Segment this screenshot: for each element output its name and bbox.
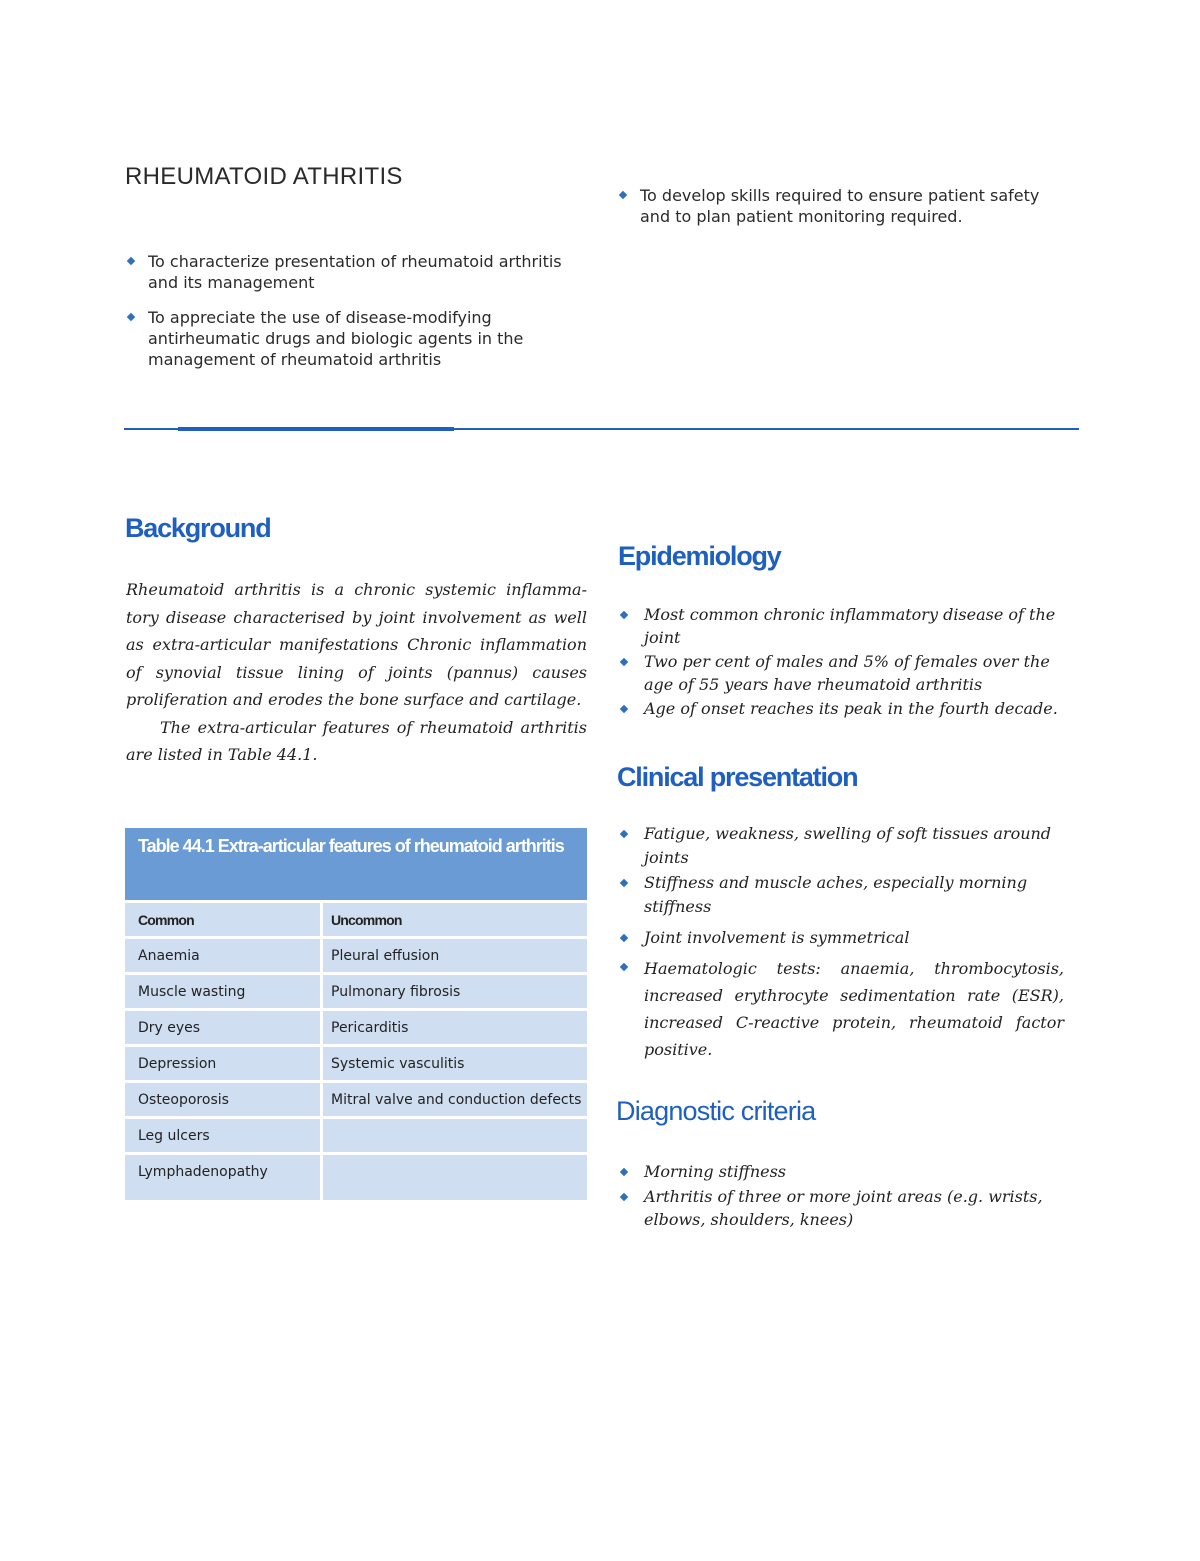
table-cell: Mitral valve and conduction defects	[323, 1080, 587, 1116]
table-cell: Anaemia	[125, 936, 323, 972]
diamond-bullet-icon	[127, 257, 135, 265]
diamond-bullet-icon	[620, 705, 628, 713]
objectives-list-left	[126, 251, 596, 384]
background-body	[126, 576, 587, 769]
table-row	[125, 1152, 587, 1200]
list-item: Arthritis of three or more joint areas (e.g. wrists, elbows, shoulders, knees)	[618, 1185, 1064, 1231]
list-item: Age of onset reaches its peak in the fourth decade.	[618, 697, 1073, 720]
diamond-bullet-icon	[620, 1168, 628, 1176]
list-item: Most common chronic inflammatory disease of the joint	[618, 603, 1073, 649]
diamond-bullet-icon	[619, 191, 627, 199]
table-cell: Systemic vasculitis	[323, 1044, 587, 1080]
page-title: RHEUMATOID ATHRITIS	[125, 163, 403, 190]
table-cell: Pulmonary fibrosis	[323, 972, 587, 1008]
epidemiology-list	[618, 603, 1073, 720]
diamond-bullet-icon	[620, 1193, 628, 1201]
diamond-bullet-icon	[620, 830, 628, 838]
extra-articular-table	[125, 828, 587, 1200]
table-cell: Dry eyes	[125, 1008, 323, 1044]
list-item: Fatigue, weakness, swelling of soft tissues around joints	[618, 822, 1064, 869]
table-cell: Lymphadenopathy	[125, 1152, 323, 1200]
list-item: To characterize presentation of rheumatoid arthritis and its management	[126, 251, 596, 293]
background-paragraph: The extra-articular features of rheumatoid arthritis are listed in Table 44.1.	[126, 717, 587, 764]
list-item: To appreciate the use of disease-modifying antirheumatic drugs and biologic agents in the management of rheumatoid arthritis	[126, 307, 528, 370]
table-cell: Leg ulcers	[125, 1116, 323, 1152]
diamond-bullet-icon	[620, 611, 628, 619]
list-item: Morning stiffness	[618, 1160, 1064, 1183]
table-cell: Pleural effusion	[323, 936, 587, 972]
diagnostic-criteria-list	[618, 1160, 1064, 1231]
table-row	[125, 936, 587, 972]
column-header: Common	[125, 900, 323, 936]
table-row	[125, 972, 587, 1008]
list-item: Two per cent of males and 5% of females over the age of 55 years have rheumatoid arthritis	[618, 650, 1073, 696]
table-row	[125, 1116, 587, 1152]
table-row	[125, 1080, 587, 1116]
table-row	[125, 1044, 587, 1080]
table-cell: Muscle wasting	[125, 972, 323, 1008]
list-item: To develop skills required to ensure patient safety and to plan patient monitoring required.	[618, 185, 1068, 227]
column-header: Uncommon	[323, 900, 587, 936]
table-cell: Depression	[125, 1044, 323, 1080]
list-item: Haematologic tests: anaemia, thrombocytosis, increased erythrocyte sedimentation rate (ESR), increased C-reactive protein, rheumatoid factor positive.	[618, 955, 1064, 1063]
table-cell: Pericarditis	[323, 1008, 587, 1044]
section-divider-accent	[178, 427, 454, 431]
diamond-bullet-icon	[620, 658, 628, 666]
list-item: Stiffness and muscle aches, especially morning stiffness	[618, 871, 1064, 918]
table-cell	[323, 1116, 587, 1152]
diamond-bullet-icon	[620, 934, 628, 942]
objectives-list-right	[618, 185, 1068, 241]
list-item: Joint involvement is symmetrical	[618, 926, 1064, 950]
background-paragraph: Rheumatoid arthritis is a chronic systemic inflamma-tory disease characterised by joint involvement as well as extra-articular manifestations Chronic inflammation of synovial tissue lining of joints (pannus) causes proliferation and erodes the bone surface and cartilage.	[126, 580, 587, 709]
diagnostic-criteria-heading: Diagnostic criteria	[616, 1096, 816, 1126]
diamond-bullet-icon	[127, 313, 135, 321]
diamond-bullet-icon	[620, 962, 628, 970]
table-cell: Osteoporosis	[125, 1080, 323, 1116]
epidemiology-heading: Epidemiology	[618, 541, 781, 571]
table-cell	[323, 1152, 587, 1200]
table-caption: Table 44.1 Extra-articular features of rheumatoid arthritis	[125, 828, 587, 900]
background-heading: Background	[125, 513, 271, 543]
diamond-bullet-icon	[620, 879, 628, 887]
table-header-row	[125, 900, 587, 936]
clinical-presentation-heading: Clinical presentation	[617, 762, 858, 792]
clinical-presentation-list	[618, 822, 1064, 1063]
table-row	[125, 1008, 587, 1044]
